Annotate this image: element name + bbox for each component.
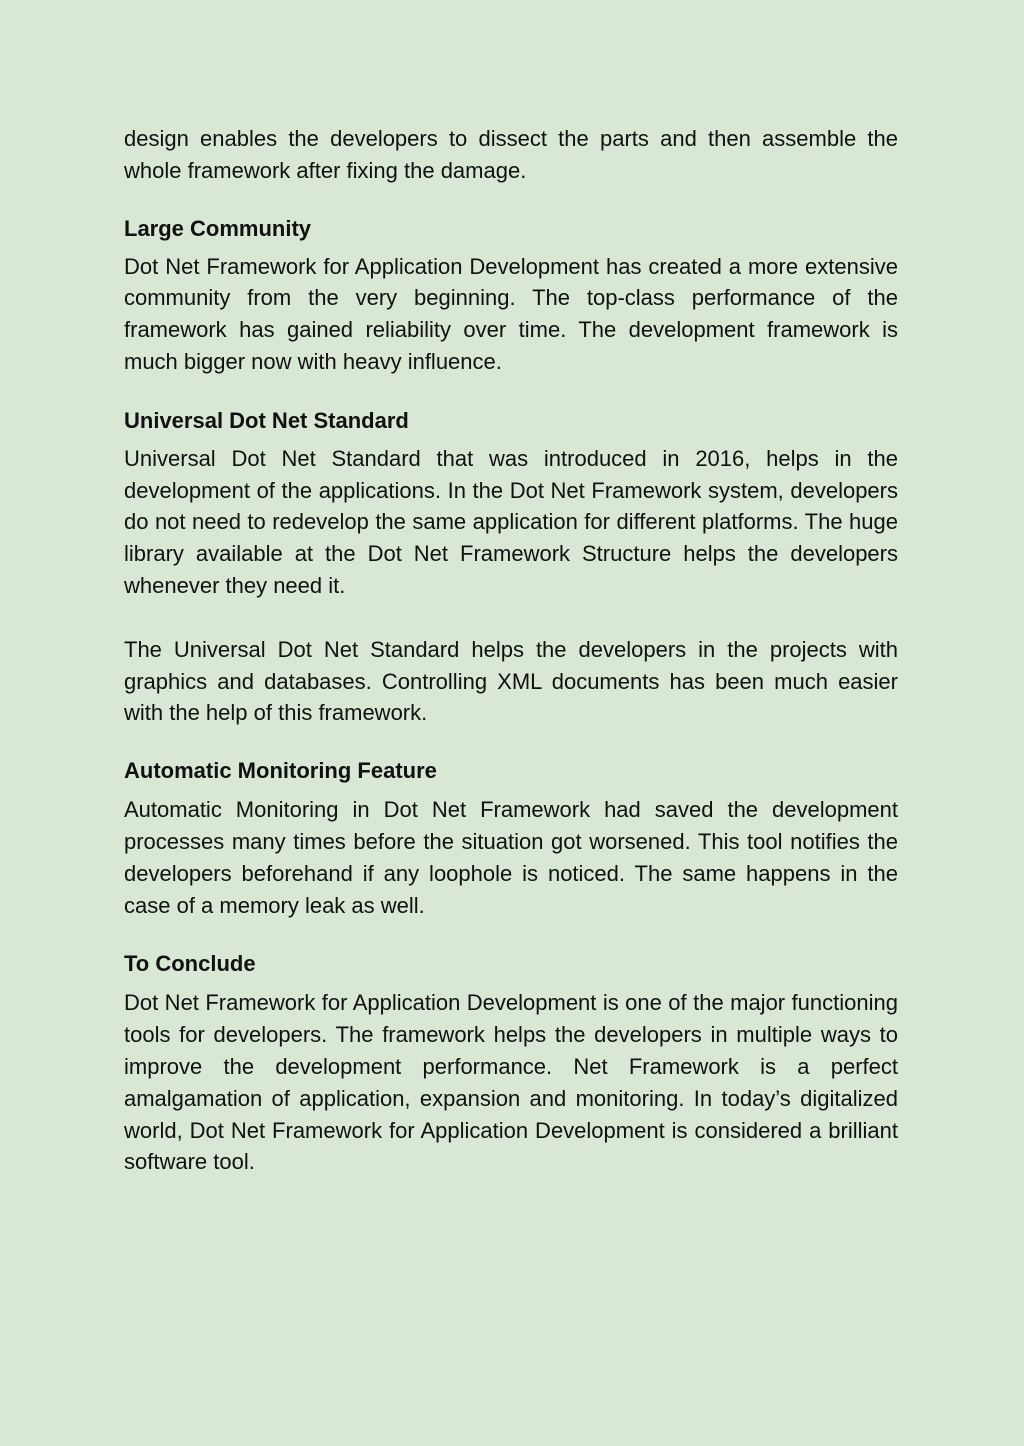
section-paragraph-universal-standard-2: The Universal Dot Net Standard helps the developers in the projects with graphics and databases. Controlling XML documents has been much easier with the help of this framework. (124, 636, 898, 726)
section-paragraph-universal-standard-1: Universal Dot Net Standard that was introduced in 2016, helps in the development of the applications. In the Dot Net Framework system, developers do not need to redevelop the same application for different platforms. The huge library available at the Dot Net Framework Structure helps the developers whenever they need it. (124, 445, 898, 598)
section-paragraph-to-conclude: Dot Net Framework for Application Development is one of the major functioning tools for developers. The framework helps the developers in multiple ways to improve the development performance. Net Framework is a perfect amalgamation of application, expansion and monitoring. In today’s digitalized world, Dot Net Framework for Application Development is considered a brilliant software tool. (124, 990, 898, 1175)
section-heading-universal-standard: Universal Dot Net Standard (124, 407, 409, 433)
section-heading-large-community: Large Community (124, 215, 312, 241)
intro-paragraph: design enables the developers to dissect the parts and then assemble the whole framework after fixing the damage. (124, 126, 898, 183)
section-paragraph-large-community: Dot Net Framework for Application Development has created a more extensive community from the very beginning. The top-class performance of the framework has gained reliability over time. The development framework is much bigger now with heavy influence. (124, 253, 898, 374)
section-heading-to-conclude: To Conclude (124, 951, 256, 977)
section-heading-automatic-monitoring: Automatic Monitoring Feature (124, 758, 437, 784)
document-page (124, 123, 898, 1178)
section-paragraph-automatic-monitoring: Automatic Monitoring in Dot Net Framework had saved the development processes many times before the situation got worsened. This tool notifies the developers beforehand if any loophole is noticed. The same happens in the case of a memory leak as well. (124, 797, 898, 918)
